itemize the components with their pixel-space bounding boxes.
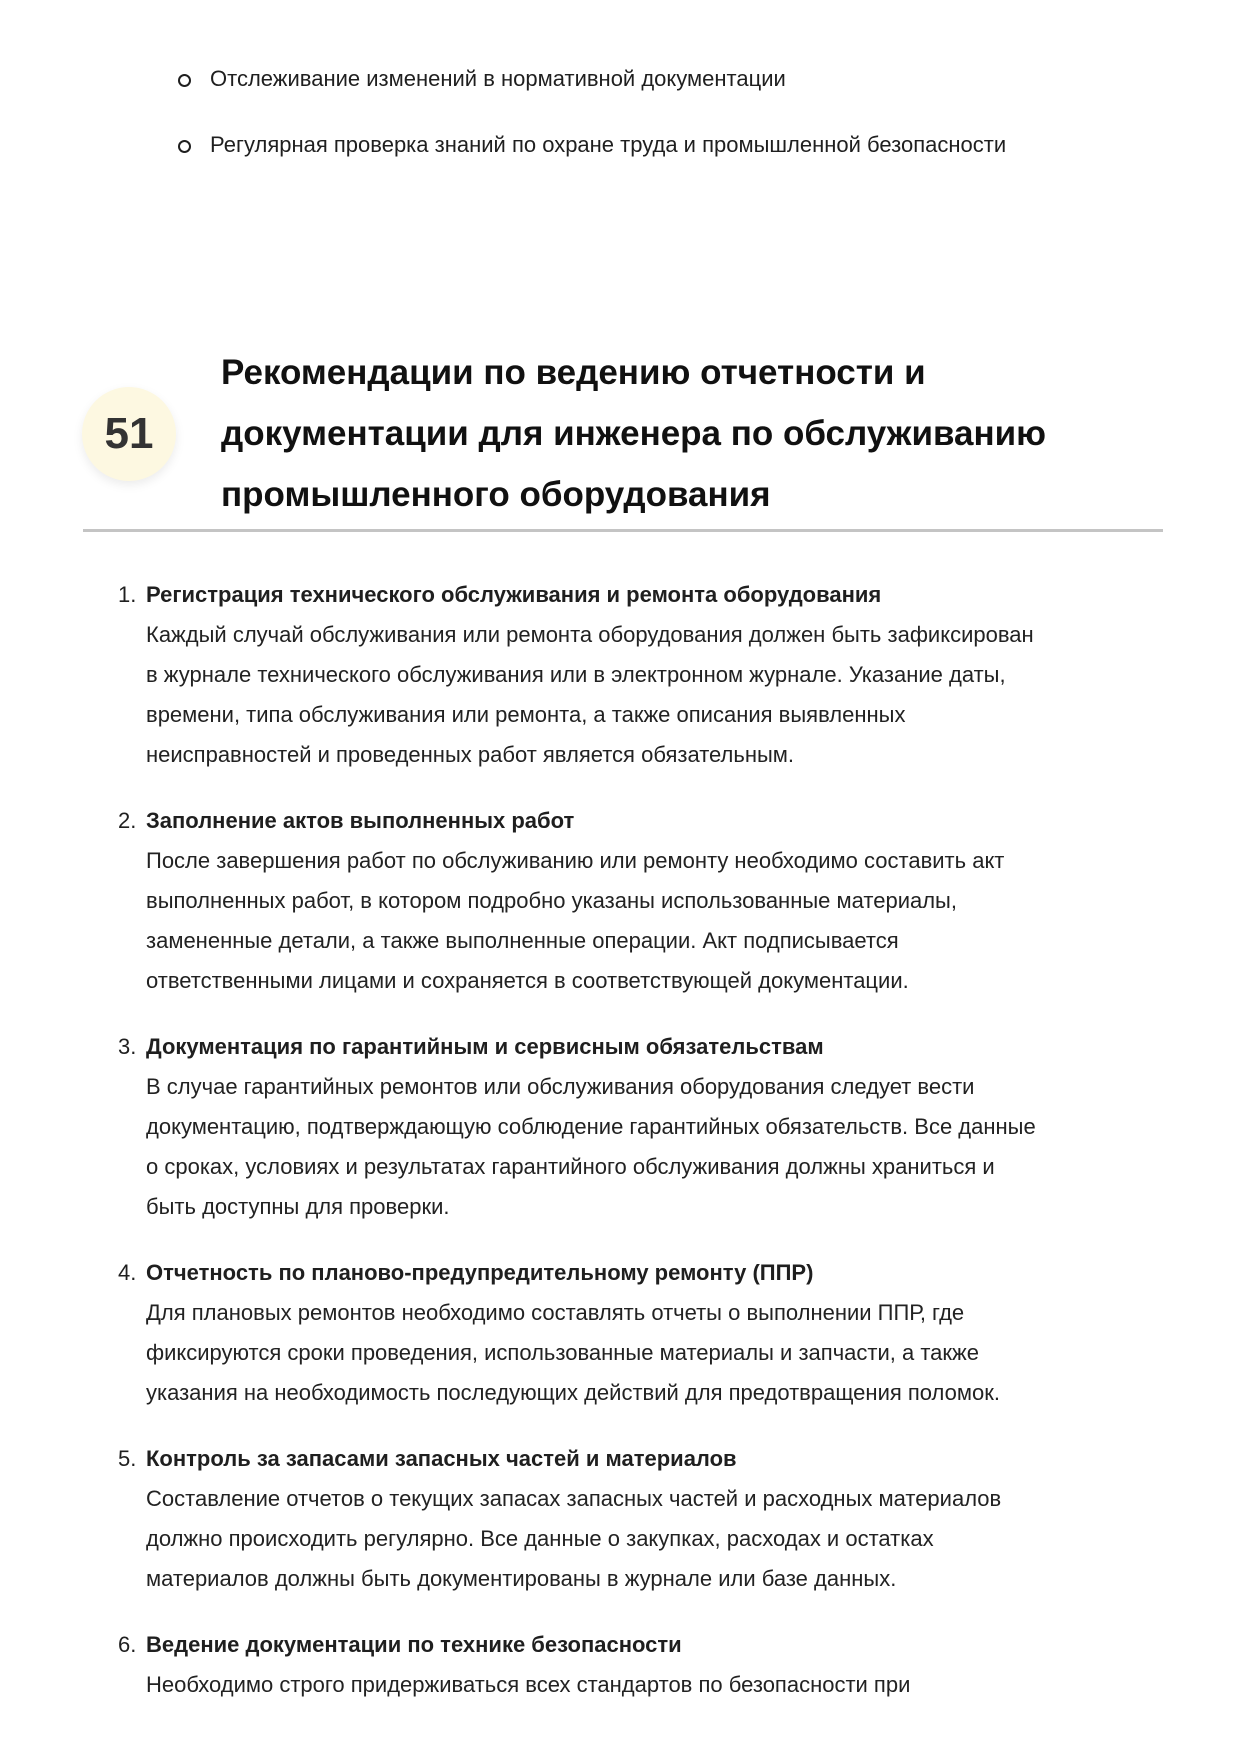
item-heading: Документация по гарантийным и сервисным обязательствам (146, 1034, 824, 1059)
item-number: 6. (118, 1632, 137, 1657)
item-number: 2. (118, 808, 137, 833)
item-text-line: документацию, подтверждающую соблюдение гарантийных обязательств. Все данные (146, 1114, 1036, 1139)
list-item (118, 1625, 1178, 1705)
section-title (221, 342, 1171, 525)
item-text-line: После завершения работ по обслуживанию или ремонту необходимо составить акт (146, 848, 1005, 873)
item-text-line: ответственными лицами и сохраняется в соответствующей документации. (146, 968, 909, 993)
item-text-line: неисправностей и проведенных работ является обязательным. (146, 742, 795, 767)
item-text-line: быть доступны для проверки. (146, 1194, 450, 1219)
item-heading: Отчетность по планово-предупредительному ремонту (ППР) (146, 1260, 814, 1285)
item-text-line: указания на необходимость последующих действий для предотвращения поломок. (146, 1380, 1000, 1405)
bullet-item (178, 128, 1006, 162)
list-item (118, 1439, 1178, 1599)
item-heading: Регистрация технического обслуживания и ремонта оборудования (146, 582, 882, 607)
list-item (118, 575, 1178, 775)
item-number: 4. (118, 1260, 137, 1285)
item-text-line: В случае гарантийных ремонтов или обслуживания оборудования следует вести (146, 1074, 975, 1099)
item-text-line: Составление отчетов о текущих запасах запасных частей и расходных материалов (146, 1486, 1002, 1511)
item-text-line: выполненных работ, в котором подробно указаны использованные материалы, (146, 888, 957, 913)
list-item (118, 1027, 1178, 1227)
title-line: Рекомендации по ведению отчетности и (221, 353, 926, 392)
section-number-badge: 51 (82, 387, 176, 481)
bullet-item (178, 62, 1006, 96)
recommendation-list (118, 575, 1178, 1731)
list-item (118, 801, 1178, 1001)
item-text-line: должно происходить регулярно. Все данные о закупках, расходах и остатках (146, 1526, 934, 1551)
item-text-line: Для плановых ремонтов необходимо составлять отчеты о выполнении ППР, где (146, 1300, 965, 1325)
circle-bullet-icon (178, 140, 191, 153)
item-text-line: материалов должны быть документированы в журнале или базе данных. (146, 1566, 897, 1591)
top-bullet-list (178, 62, 1006, 194)
item-number: 3. (118, 1034, 137, 1059)
item-number: 5. (118, 1446, 137, 1471)
item-heading: Ведение документации по технике безопасности (146, 1632, 682, 1657)
circle-bullet-icon (178, 74, 191, 87)
title-line: промышленного оборудования (221, 475, 771, 514)
section-divider (83, 529, 1163, 532)
item-text-line: в журнале технического обслуживания или в электронном журнале. Указание даты, (146, 662, 1006, 687)
item-heading: Заполнение актов выполненных работ (146, 808, 575, 833)
bullet-text: Отслеживание изменений в нормативной документации (210, 66, 786, 91)
item-text-line: времени, типа обслуживания или ремонта, а также описания выявленных (146, 702, 906, 727)
bullet-text: Регулярная проверка знаний по охране труда и промышленной безопасности (210, 132, 1007, 157)
item-text-line: замененные детали, а также выполненные операции. Акт подписывается (146, 928, 899, 953)
item-text-line: фиксируются сроки проведения, использованные материалы и запчасти, а также (146, 1340, 979, 1365)
list-item (118, 1253, 1178, 1413)
item-text-line: Необходимо строго придерживаться всех стандартов по безопасности при (146, 1672, 911, 1697)
item-text-line: о сроках, условиях и результатах гарантийного обслуживания должны храниться и (146, 1154, 995, 1179)
item-heading: Контроль за запасами запасных частей и материалов (146, 1446, 737, 1471)
item-text-line: Каждый случай обслуживания или ремонта оборудования должен быть зафиксирован (146, 622, 1034, 647)
title-line: документации для инженера по обслуживанию (221, 414, 1047, 453)
item-number: 1. (118, 582, 137, 607)
